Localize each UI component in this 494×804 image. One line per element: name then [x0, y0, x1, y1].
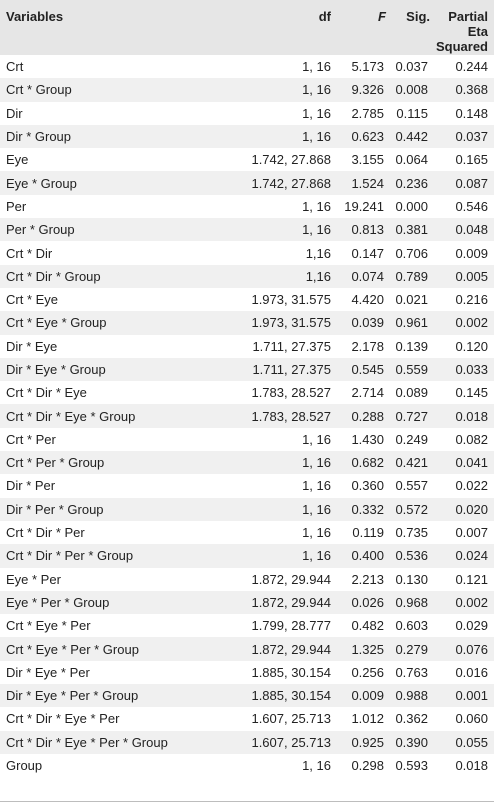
- cell-df: 1.973, 31.575: [251, 292, 331, 308]
- cell-sig: 0.988: [395, 688, 428, 704]
- cell-sig: 0.961: [395, 315, 428, 331]
- cell-variable: Crt: [6, 59, 24, 75]
- cell-df: 1.885, 30.154: [251, 688, 331, 704]
- cell-df: 1, 16: [302, 501, 331, 517]
- table-row: [0, 125, 494, 148]
- cell-df: 1, 16: [302, 105, 331, 121]
- table-row: [0, 148, 494, 171]
- cell-df: 1.783, 28.527: [251, 385, 331, 401]
- cell-df: 1, 16: [302, 198, 331, 214]
- cell-partial-eta-squared: 0.368: [455, 82, 488, 98]
- cell-df: 1.783, 28.527: [251, 408, 331, 424]
- cell-df: 1.973, 31.575: [251, 315, 331, 331]
- cell-variable: Eye: [6, 152, 29, 168]
- cell-sig: 0.557: [395, 478, 428, 494]
- cell-partial-eta-squared: 0.145: [455, 385, 488, 401]
- table-header: [0, 0, 494, 55]
- cell-sig: 0.572: [395, 501, 428, 517]
- cell-variable: Crt * Eye * Per * Group: [6, 641, 139, 657]
- cell-f: 2.785: [351, 105, 384, 121]
- header-eta-line1: Partial Eta: [448, 9, 488, 39]
- cell-df: 1, 16: [302, 129, 331, 145]
- cell-partial-eta-squared: 0.055: [455, 734, 488, 750]
- cell-partial-eta-squared: 0.120: [455, 338, 488, 354]
- cell-df: 1.872, 29.944: [251, 594, 331, 610]
- cell-variable: Crt * Per: [6, 431, 56, 447]
- cell-sig: 0.008: [395, 82, 428, 98]
- cell-df: 1.872, 29.944: [251, 641, 331, 657]
- cell-f: 0.545: [351, 362, 384, 377]
- cell-f: 0.623: [351, 129, 384, 145]
- cell-partial-eta-squared: 0.216: [455, 292, 488, 308]
- cell-df: 1,16: [305, 245, 331, 261]
- cell-partial-eta-squared: 0.009: [455, 245, 488, 261]
- table-row: [0, 381, 494, 404]
- table-row: [0, 684, 494, 707]
- cell-f: 5.173: [351, 59, 384, 75]
- cell-f: 4.420: [351, 292, 384, 308]
- table-row: [0, 754, 494, 777]
- cell-sig: 0.421: [395, 455, 428, 471]
- cell-df: 1, 16: [302, 59, 331, 75]
- header-eta-line2: Squared: [435, 39, 488, 54]
- cell-f: 2.178: [351, 338, 384, 354]
- cell-df: 1.885, 30.154: [251, 664, 331, 680]
- cell-df: 1, 16: [302, 478, 331, 494]
- cell-sig: 0.021: [395, 292, 428, 308]
- cell-f: 1.524: [351, 175, 384, 191]
- cell-variable: Eye * Per: [6, 571, 61, 587]
- cell-df: 1.872, 29.944: [251, 571, 331, 587]
- cell-partial-eta-squared: 0.018: [455, 408, 488, 424]
- header-variables: Variables: [6, 9, 64, 24]
- table-row: [0, 265, 494, 288]
- cell-variable: Group: [6, 758, 43, 774]
- cell-sig: 0.442: [395, 129, 428, 145]
- cell-partial-eta-squared: 0.002: [455, 594, 488, 610]
- table-row: [0, 195, 494, 218]
- cell-f: 0.925: [351, 734, 384, 750]
- cell-variable: Crt * Dir * Eye: [6, 385, 87, 401]
- cell-partial-eta-squared: 0.087: [455, 175, 488, 191]
- cell-f: 1.325: [351, 641, 384, 657]
- table-row: [0, 78, 494, 101]
- header-df: df: [318, 9, 331, 24]
- cell-f: 0.682: [351, 455, 384, 471]
- cell-variable: Crt * Dir: [6, 245, 53, 261]
- cell-sig: 0.727: [395, 408, 428, 424]
- cell-f: 0.119: [352, 525, 384, 541]
- cell-variable: Dir * Eye * Per * Group: [6, 688, 139, 704]
- cell-sig: 0.763: [395, 664, 428, 680]
- cell-variable: Eye * Per * Group: [6, 594, 110, 610]
- cell-partial-eta-squared: 0.001: [455, 688, 488, 704]
- cell-f: 0.360: [351, 478, 384, 494]
- table-row: [0, 614, 494, 637]
- cell-sig: 0.735: [395, 525, 428, 541]
- cell-sig: 0.559: [395, 362, 428, 377]
- cell-df: 1,16: [305, 268, 331, 284]
- cell-partial-eta-squared: 0.165: [455, 152, 488, 168]
- cell-sig: 0.000: [395, 198, 428, 214]
- cell-partial-eta-squared: 0.041: [455, 455, 488, 471]
- table-row: [0, 661, 494, 684]
- cell-partial-eta-squared: 0.022: [455, 478, 488, 494]
- cell-variable: Crt * Dir * Per: [6, 525, 85, 541]
- cell-variable: Crt * Dir * Eye * Group: [6, 408, 136, 424]
- table-row: [0, 544, 494, 567]
- cell-f: 3.155: [351, 152, 384, 168]
- bottom-rule: [0, 801, 494, 802]
- cell-f: 2.714: [351, 385, 384, 401]
- cell-variable: Dir: [6, 105, 23, 121]
- cell-f: 0.813: [351, 222, 384, 238]
- cell-sig: 0.381: [395, 222, 428, 238]
- cell-f: 1.012: [351, 711, 384, 727]
- cell-variable: Dir * Per: [6, 478, 56, 494]
- cell-f: 0.288: [351, 408, 384, 424]
- table-row: [0, 428, 494, 451]
- cell-partial-eta-squared: 0.060: [455, 711, 488, 727]
- table-row: [0, 102, 494, 125]
- cell-sig: 0.603: [395, 618, 428, 634]
- cell-variable: Dir * Group: [6, 129, 72, 145]
- cell-variable: Crt * Group: [6, 82, 72, 98]
- table-row: [0, 358, 494, 381]
- cell-f: 0.482: [351, 618, 384, 634]
- cell-f: 2.213: [351, 571, 384, 587]
- cell-partial-eta-squared: 0.244: [455, 59, 488, 75]
- table-row: [0, 498, 494, 521]
- table-row: [0, 311, 494, 334]
- cell-f: 19.241: [344, 198, 384, 214]
- table-row: [0, 707, 494, 730]
- cell-df: 1, 16: [302, 548, 331, 564]
- cell-sig: 0.037: [395, 59, 428, 75]
- cell-sig: 0.706: [395, 245, 428, 261]
- cell-f: 0.039: [351, 315, 384, 331]
- cell-partial-eta-squared: 0.082: [455, 431, 488, 447]
- cell-partial-eta-squared: 0.029: [455, 618, 488, 634]
- cell-variable: Crt * Dir * Group: [6, 268, 101, 284]
- cell-df: 1, 16: [302, 525, 331, 541]
- cell-partial-eta-squared: 0.020: [455, 501, 488, 517]
- cell-variable: Crt * Eye: [6, 292, 59, 308]
- cell-df: 1.742, 27.868: [251, 152, 331, 168]
- cell-df: 1, 16: [302, 222, 331, 238]
- table-body: [0, 55, 494, 777]
- cell-partial-eta-squared: 0.024: [455, 548, 488, 564]
- cell-f: 0.256: [351, 664, 384, 680]
- table-row: [0, 218, 494, 241]
- cell-sig: 0.789: [395, 268, 428, 284]
- cell-variable: Crt * Per * Group: [6, 455, 105, 471]
- table-row: [0, 731, 494, 754]
- cell-variable: Crt * Eye * Per: [6, 618, 91, 634]
- cell-partial-eta-squared: 0.033: [455, 362, 488, 377]
- cell-df: 1, 16: [302, 758, 331, 774]
- table-row: [0, 171, 494, 194]
- cell-variable: Crt * Dir * Eye * Per: [6, 711, 120, 727]
- cell-sig: 0.968: [395, 594, 428, 610]
- cell-sig: 0.139: [395, 338, 428, 354]
- cell-df: 1.607, 25.713: [251, 711, 331, 727]
- header-f: F: [378, 9, 386, 24]
- cell-df: 1, 16: [302, 455, 331, 471]
- cell-variable: Per: [6, 198, 27, 214]
- cell-f: 0.009: [351, 688, 384, 704]
- cell-partial-eta-squared: 0.002: [455, 315, 488, 331]
- cell-partial-eta-squared: 0.037: [455, 129, 488, 145]
- cell-sig: 0.130: [395, 571, 428, 587]
- cell-variable: Dir * Per * Group: [6, 501, 104, 517]
- cell-partial-eta-squared: 0.018: [455, 758, 488, 774]
- cell-sig: 0.236: [395, 175, 428, 191]
- cell-sig: 0.064: [395, 152, 428, 168]
- cell-variable: Crt * Dir * Eye * Per * Group: [6, 734, 168, 750]
- cell-f: 0.074: [351, 268, 384, 284]
- table-row: [0, 288, 494, 311]
- cell-f: 0.332: [351, 501, 384, 517]
- cell-variable: Crt * Eye * Group: [6, 315, 107, 331]
- cell-variable: Dir * Eye * Group: [6, 362, 106, 377]
- cell-sig: 0.279: [395, 641, 428, 657]
- cell-f: 9.326: [351, 82, 384, 98]
- cell-partial-eta-squared: 0.048: [455, 222, 488, 238]
- cell-sig: 0.536: [395, 548, 428, 564]
- cell-variable: Per * Group: [6, 222, 75, 238]
- cell-variable: Dir * Eye * Per: [6, 664, 90, 680]
- cell-partial-eta-squared: 0.076: [455, 641, 488, 657]
- table-row: [0, 404, 494, 427]
- cell-sig: 0.115: [396, 105, 428, 121]
- cell-sig: 0.089: [395, 385, 428, 401]
- cell-variable: Eye * Group: [6, 175, 77, 191]
- header-partial-eta-squared: [434, 0, 494, 55]
- cell-partial-eta-squared: 0.121: [455, 571, 488, 587]
- table-row: [0, 568, 494, 591]
- cell-f: 1.430: [351, 431, 384, 447]
- cell-variable: Dir * Eye: [6, 338, 58, 354]
- header-sig: Sig.: [406, 9, 430, 24]
- table-row: [0, 591, 494, 614]
- table-row: [0, 521, 494, 544]
- cell-df: 1, 16: [302, 82, 331, 98]
- cell-partial-eta-squared: 0.148: [455, 105, 488, 121]
- cell-sig: 0.249: [395, 431, 428, 447]
- cell-df: 1.607, 25.713: [251, 734, 331, 750]
- cell-sig: 0.390: [395, 734, 428, 750]
- cell-f: 0.147: [351, 245, 384, 261]
- table-row: [0, 55, 494, 78]
- cell-df: 1.711, 27.375: [252, 338, 331, 354]
- cell-sig: 0.362: [395, 711, 428, 727]
- cell-df: 1.742, 27.868: [251, 175, 331, 191]
- table-row: [0, 451, 494, 474]
- cell-df: 1, 16: [302, 431, 331, 447]
- cell-df: 1.799, 28.777: [251, 618, 331, 634]
- header-row: [0, 0, 494, 55]
- table-row: [0, 637, 494, 660]
- cell-partial-eta-squared: 0.016: [455, 664, 488, 680]
- table-row: [0, 474, 494, 497]
- cell-partial-eta-squared: 0.005: [455, 268, 488, 284]
- cell-sig: 0.593: [395, 758, 428, 774]
- table-row: [0, 241, 494, 264]
- cell-f: 0.298: [351, 758, 384, 774]
- table-row: [0, 335, 494, 358]
- cell-f: 0.400: [351, 548, 384, 564]
- cell-variable: Crt * Dir * Per * Group: [6, 548, 134, 564]
- cell-partial-eta-squared: 0.007: [455, 525, 488, 541]
- cell-f: 0.026: [351, 594, 384, 610]
- cell-df: 1.711, 27.375: [252, 362, 331, 377]
- cell-partial-eta-squared: 0.546: [455, 198, 488, 214]
